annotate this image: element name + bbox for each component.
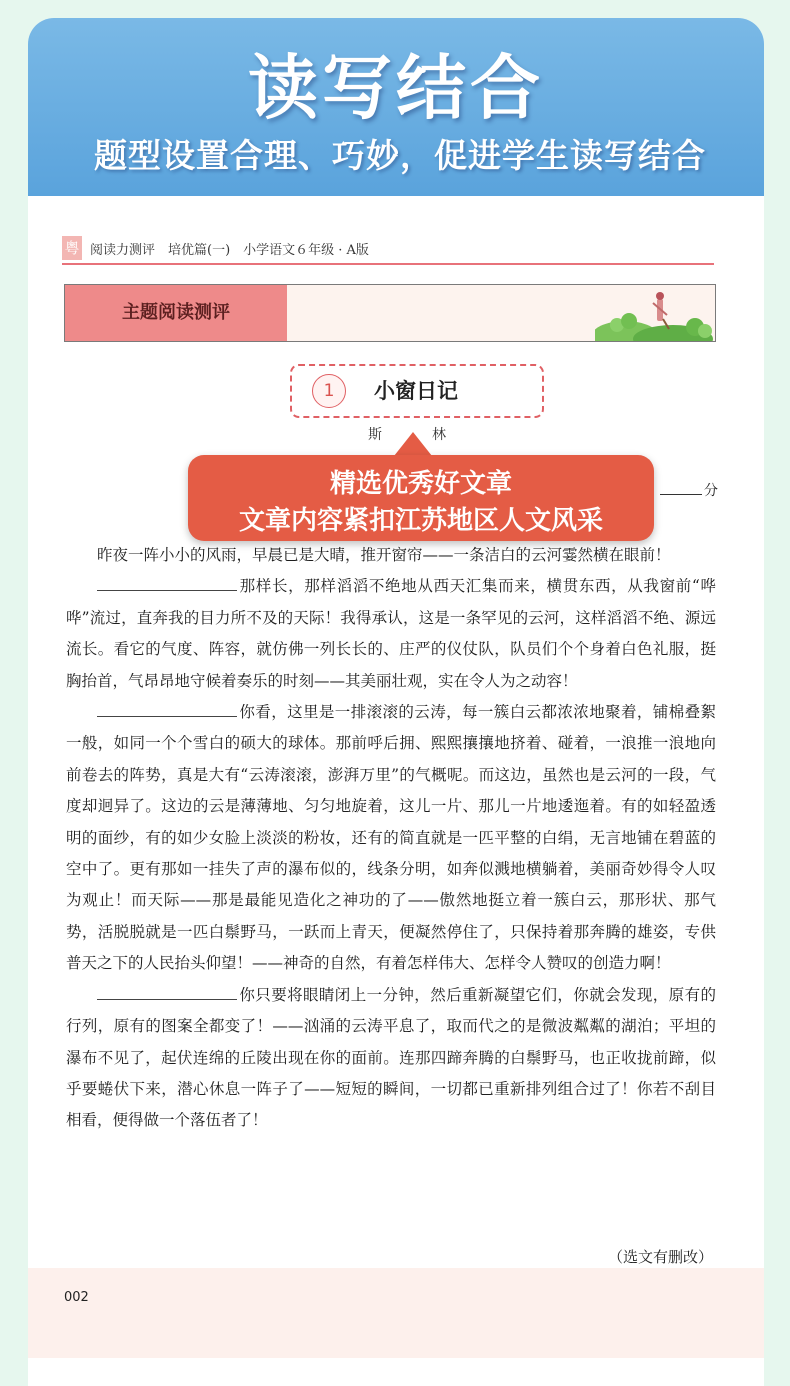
paragraph-text: 你看，这里是一排滚滚的云涛，每一簇白云都浓浓地聚着，铺棉叠絮一般，如同一个个雪白的硕大的球体。那前呼后拥、熙熙攘攘地挤着、碰着，一浪推一浪地向前卷去的阵势，真是大有“云涛滚滚，澎湃万里”的气概呢。而这边，虽然也是云河的一段，气度却迥异了。这边的云是薄薄地、匀匀地旋着，这儿一片、那儿一片地逶迤着。有的如轻盈透明的面纱，有的如少女脸上淡淡的粉妆，还有的简直就是一匹平整的白绢，无言地铺在碧蓝的空中了。更有那如一挂失了声的瀑布似的，线条分明，如奔似溅地横躺着，美丽奇妙得令人叹为观止！而天际——那是最能见造化之神功的了——傲然地挺立着一簇白云，那形状、那气势，活脱脱就是一匹白鬃野马，一跃而上青天，便凝然停住了，只保持着那奔腾的雄姿，专供普天之下的人民抬头仰望！——神奇的自然，有着怎样伟大、怎样令人赞叹的创造力啊！ (66, 703, 716, 973)
answer-blank[interactable] (97, 981, 237, 1000)
section-header (64, 284, 716, 342)
feature-banner (28, 18, 764, 196)
score-field (660, 480, 718, 500)
score-blank[interactable] (660, 494, 702, 495)
page-number: 002 (64, 1290, 89, 1305)
paragraph-text: 那样长，那样滔滔不绝地从西天汇集而来，横贯东西，从我窗前“哗哗”流过，直奔我的目力所不及的天际！我得承认，这是一条罕见的云河，这样滔滔不绝、源远流长。看它的气度、阵容，就仿佛一列长长的、庄严的仪仗队，队员们个个身着白色礼服，挺胸抬首，气昂昂地守候着奏乐的时刻——其美丽壮观，实在令人为之动容！ (66, 577, 716, 690)
paragraph-text: 你只要将眼睛闭上一分钟，然后重新凝望它们，你就会发现，原有的行列，原有的图案全都变了！——汹涌的云涛平息了，取而代之的是微波粼粼的湖泊；平坦的瀑布不见了，起伏连绵的丘陵出现在你的面前。连那四蹄奔腾的白鬃野马，也正收拢前蹄，似乎要蜷伏下来，潜心休息一阵子了——短短的瞬间，一切都已重新排列组合过了！你若不刮目相看，便得做一个落伍者了！ (66, 985, 716, 1130)
source-note: （选文有删改） (608, 1248, 714, 1266)
product-card (28, 18, 764, 1386)
article-author: 斯 林 (368, 427, 464, 443)
callout-pointer (394, 432, 432, 456)
book-page-preview (28, 196, 764, 1386)
region-mark: 粤 (62, 236, 82, 260)
page-footer (28, 1268, 764, 1358)
section-label: 主题阅读测评 (65, 285, 287, 341)
paragraph-with-blank (66, 697, 716, 980)
running-header (62, 236, 714, 266)
paragraph-with-blank (66, 571, 716, 697)
answer-blank[interactable] (97, 572, 237, 591)
answer-blank[interactable] (97, 698, 237, 717)
paragraph: 昨夜一阵小小的风雨，早晨已是大晴，推开窗帘——一条洁白的云河霎然横在眼前！ (97, 546, 671, 564)
decorative-illustration-icon (595, 285, 715, 341)
feature-callout (188, 455, 654, 541)
banner-title: 读写结合 (248, 47, 544, 129)
header-rule (62, 263, 714, 265)
banner-subtitle: 题型设置合理、巧妙，促进学生读写结合 (94, 136, 706, 175)
article-number: 1 (312, 374, 346, 408)
article-title-box (290, 364, 544, 418)
article-body (66, 540, 716, 1137)
paragraph-with-blank (66, 980, 716, 1137)
callout-line-2: 文章内容紧扣江苏地区人文风采 (238, 506, 603, 536)
callout-line-1: 精选优秀好文章 (329, 469, 512, 499)
score-unit: 分 (704, 483, 718, 499)
article-title: 小窗日记 (374, 379, 458, 403)
running-header-text: 阅读力测评 培优篇(一) 小学语文６年级 · A版 (90, 243, 369, 258)
